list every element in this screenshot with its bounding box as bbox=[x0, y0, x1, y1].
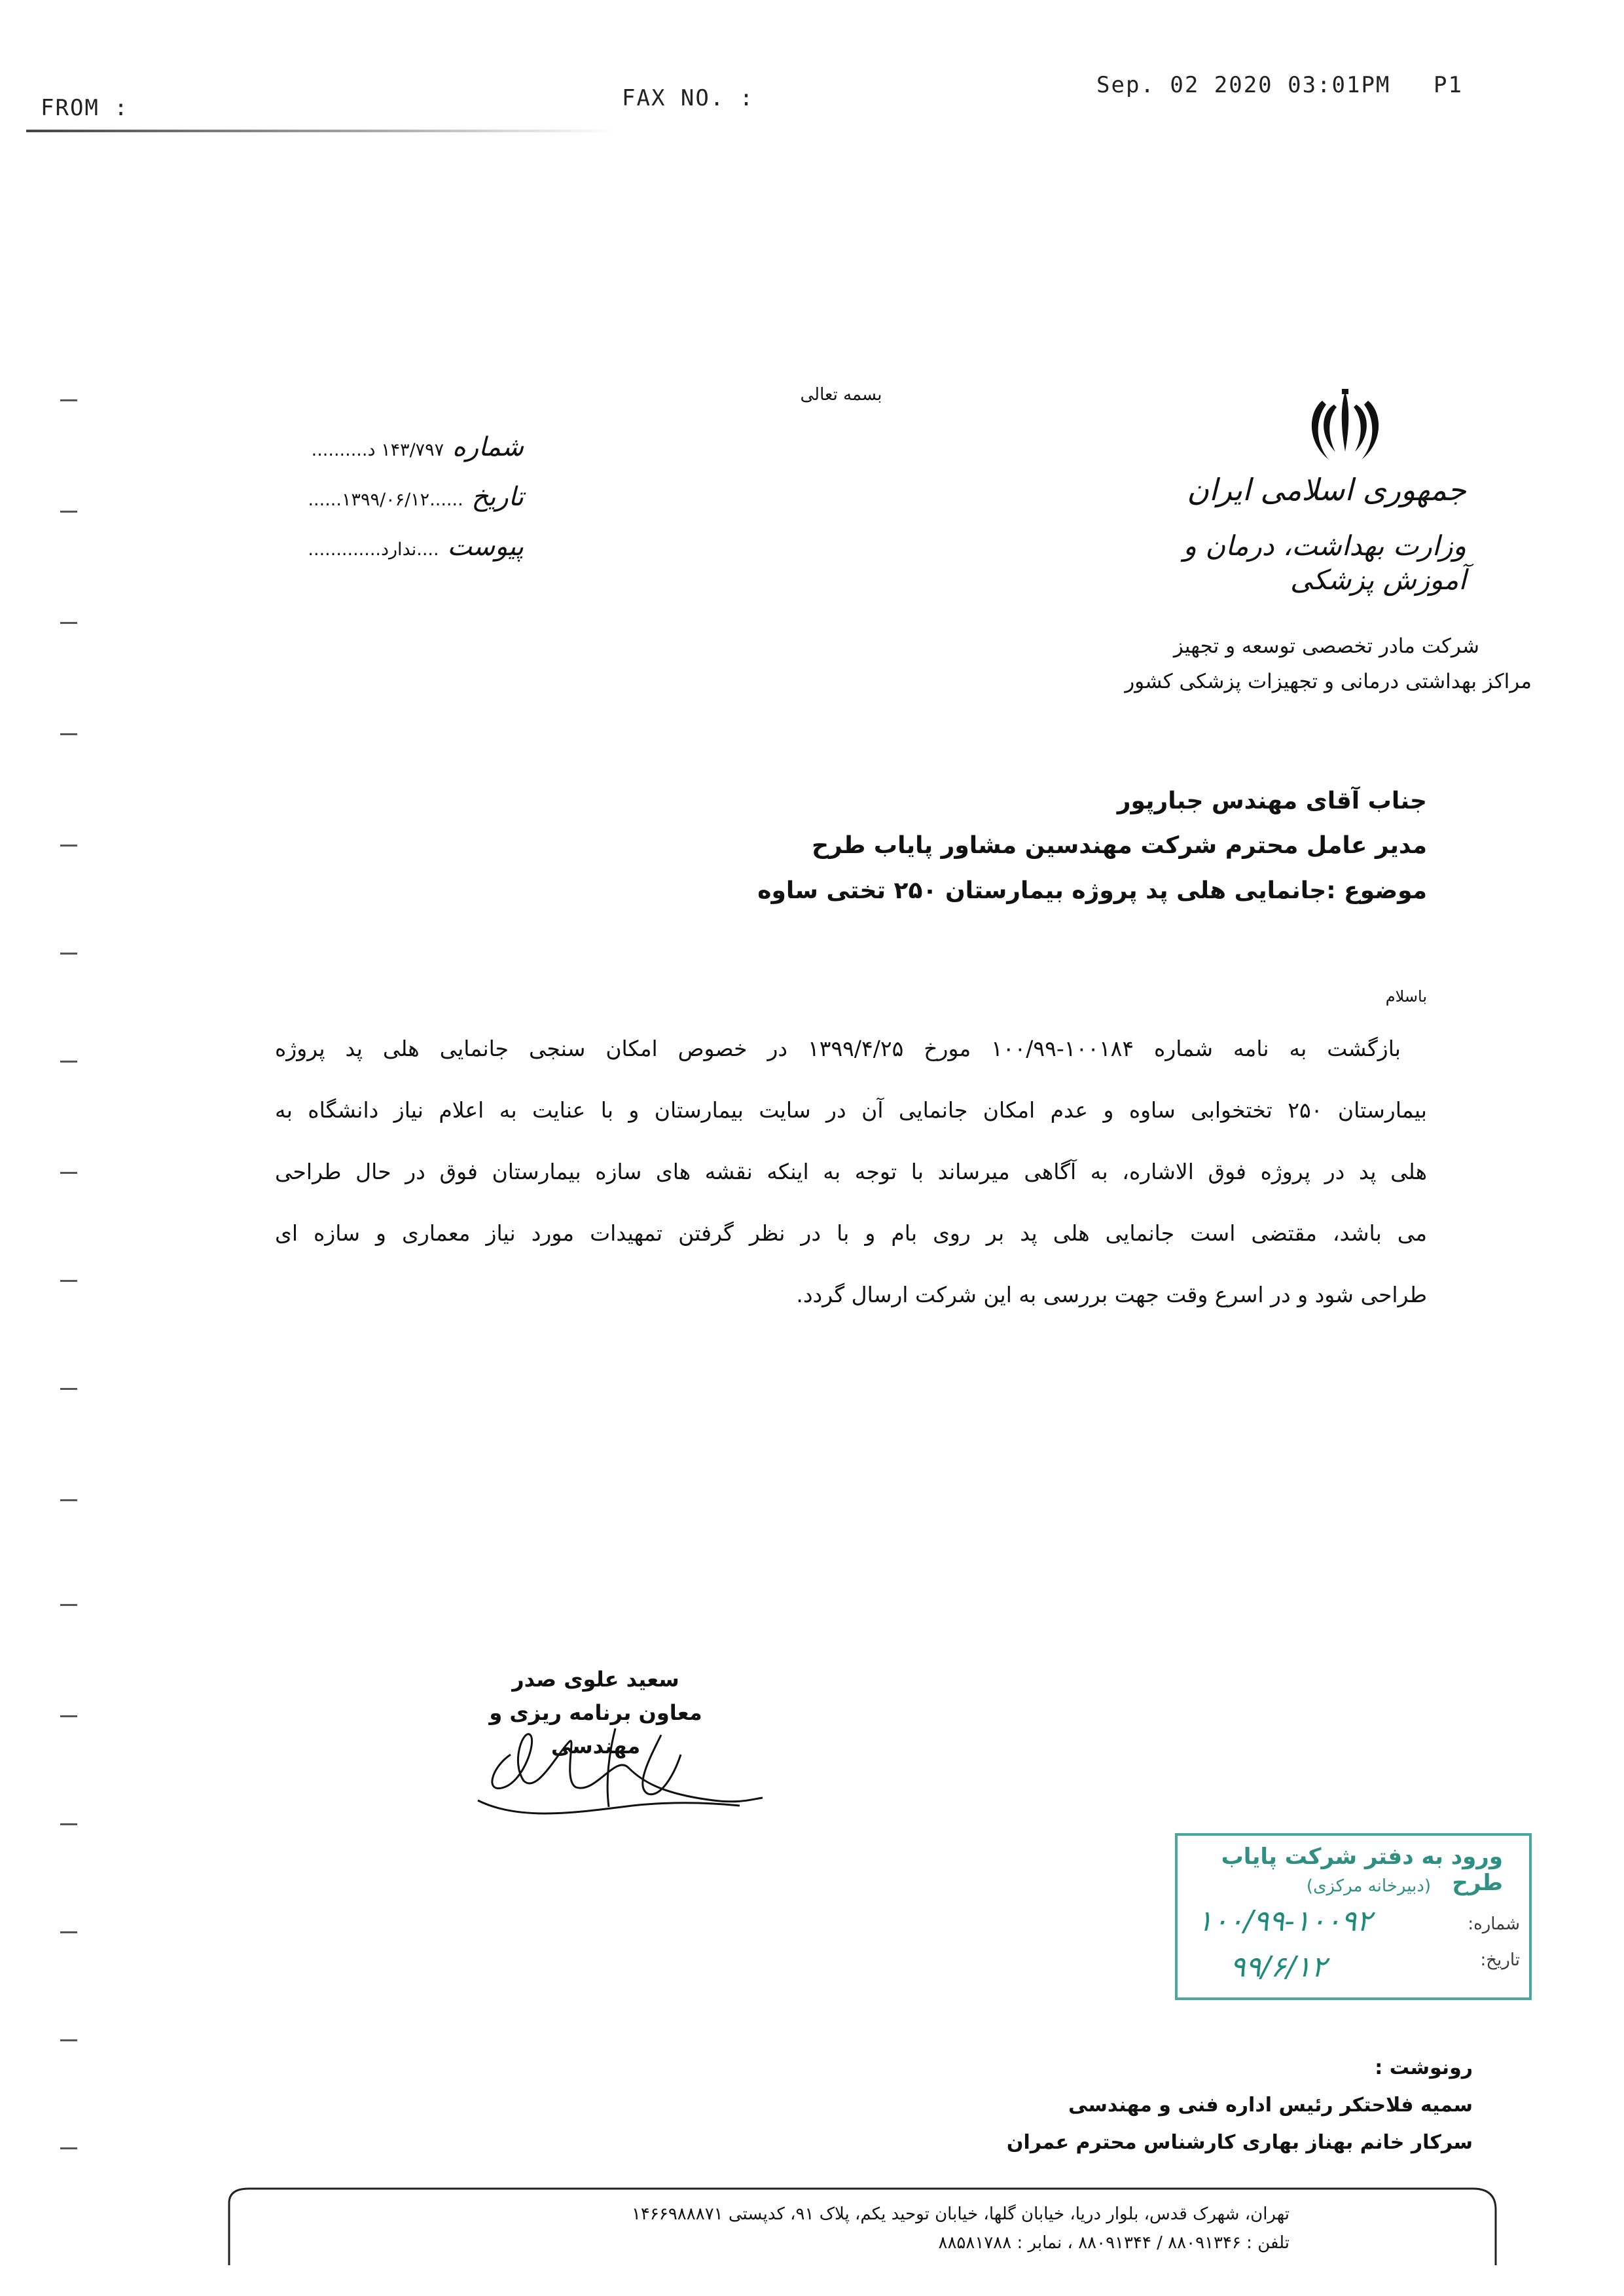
stamp-date-label: تاریخ: bbox=[1480, 1950, 1520, 1970]
iran-emblem-icon bbox=[1303, 386, 1388, 465]
organization-name bbox=[1021, 629, 1532, 700]
fax-page-number: P1 bbox=[1434, 72, 1463, 98]
letter-subject: موضوع :جانمایی هلی پد پروژه بیمارستان ۲۵۰ تختی ساوه bbox=[757, 877, 1427, 904]
letter-attachment-label: پیوست bbox=[447, 532, 524, 562]
stamp-date-value: ۹۹/۶/۱۲ bbox=[1230, 1950, 1327, 1984]
fax-timestamp: Sep. 02 2020 03:01PM bbox=[1096, 72, 1391, 98]
stamp-title: ورود به دفتر شرکت پایاب طرح bbox=[1221, 1844, 1503, 1896]
fax-noise-line bbox=[26, 130, 615, 132]
cc-recipient: سرکار خانم بهناز بهاری کارشناس محترم عمران bbox=[1006, 2131, 1473, 2154]
letter-body bbox=[275, 1018, 1427, 1326]
letter-date-row: تاریخ ......۱۳۹۹/۰۶/۱۲...... bbox=[308, 482, 524, 512]
stamp-subtitle: (دبیرخانه مرکزی) bbox=[1306, 1876, 1431, 1896]
letter-attachment-value: ندارد bbox=[381, 539, 417, 560]
letter-number-row: شماره ۱۴۳/۷۹۷ د.......... bbox=[311, 432, 524, 462]
greeting: باسلام bbox=[1385, 987, 1427, 1006]
addressee-title: مدیر عامل محترم شرکت مهندسین مشاور پایاب طرح bbox=[812, 832, 1427, 860]
letter-date-value: ۱۳۹۹/۰۶/۱۲ bbox=[341, 490, 430, 510]
ministry-name bbox=[1165, 471, 1466, 598]
letter-number-value: ۱۴۳/۷۹۷ د bbox=[367, 440, 444, 460]
cc-label: رونوشت : bbox=[1375, 2056, 1473, 2079]
organization-line-2: مراکز بهداشتی درمانی و تجهیزات پزشکی کشور bbox=[1125, 670, 1532, 694]
ministry-line-country: جمهوری اسلامی ایران bbox=[1187, 472, 1466, 507]
ministry-line-ministry: وزارت بهداشت، درمان و آموزش پزشکی bbox=[1183, 529, 1466, 596]
cc-block bbox=[818, 2049, 1473, 2161]
receipt-stamp bbox=[1175, 1833, 1532, 2000]
letter-number-label: شماره bbox=[452, 432, 524, 462]
body-line: طراحی شود و در اسرع وقت جهت بررسی به این شرکت ارسال گردد. bbox=[796, 1282, 1427, 1308]
footer-contact bbox=[262, 2200, 1290, 2257]
handwritten-signature bbox=[465, 1715, 766, 1820]
fax-from-label: FROM : bbox=[41, 95, 129, 121]
addressee-block bbox=[720, 779, 1427, 913]
stamp-number-value: ۱۰۰/۹۹-۱۰۰۹۲ bbox=[1197, 1904, 1373, 1938]
body-line: می باشد، مقتضی است جانمایی هلی پد بر روی بام و با در نظر گرفتن تمهیدات مورد نیاز معماری و سازه ای bbox=[275, 1220, 1427, 1247]
organization-line-1: شرکت مادر تخصصی توسعه و تجهیز bbox=[1173, 634, 1479, 658]
letter-attachment-row: پیوست ....ندارد............. bbox=[308, 532, 524, 562]
body-line: هلی پد در پروژه فوق الاشاره، به آگاهی میرساند با توجه به اینکه نقشه های سازه بیمارستان فوق در حال طراحی bbox=[275, 1159, 1427, 1185]
basmala: بسمه تعالی bbox=[800, 385, 882, 405]
body-line: بیمارستان ۲۵۰ تختخوابی ساوه و عدم امکان جانمایی آن در سایت بیمارستان و با عنایت به اعلام نیاز دانشگاه به bbox=[275, 1097, 1427, 1123]
fax-number-label: FAX NO. : bbox=[622, 85, 755, 111]
cc-recipient: سمیه فلاحتکر رئیس اداره فنی و مهندسی bbox=[1068, 2094, 1473, 2117]
addressee-name: جناب آقای مهندس جبارپور bbox=[1117, 788, 1427, 814]
footer-address: تهران، شهرک قدس، بلوار دریا، خیابان گلها، خیابان توحید یکم، پلاک ۹۱، کدپستی ۱۴۶۶۹۸۸۸۷۱ bbox=[631, 2204, 1290, 2224]
stamp-number-label: شماره: bbox=[1468, 1914, 1520, 1934]
letter-meta bbox=[249, 422, 524, 572]
body-line: بازگشت به نامه شماره ۱۰۰۱۸۴-۱۰۰/۹۹ مورخ ۱۳۹۹/۴/۲۵ در خصوص امکان سنجی جانمایی هلی پد پروژه bbox=[275, 1036, 1401, 1061]
footer-phone: تلفن : ۸۸۰۹۱۳۴۶ / ۸۸۰۹۱۳۴۴ ، نمابر : ۸۸۵۸۱۷۸۸ bbox=[938, 2233, 1290, 2253]
signatory-name: سعید علوی صدر bbox=[512, 1667, 679, 1692]
letter-date-label: تاریخ bbox=[471, 482, 524, 512]
signatory-title: معاون برنامه ریزی و مهندسی bbox=[489, 1700, 702, 1759]
